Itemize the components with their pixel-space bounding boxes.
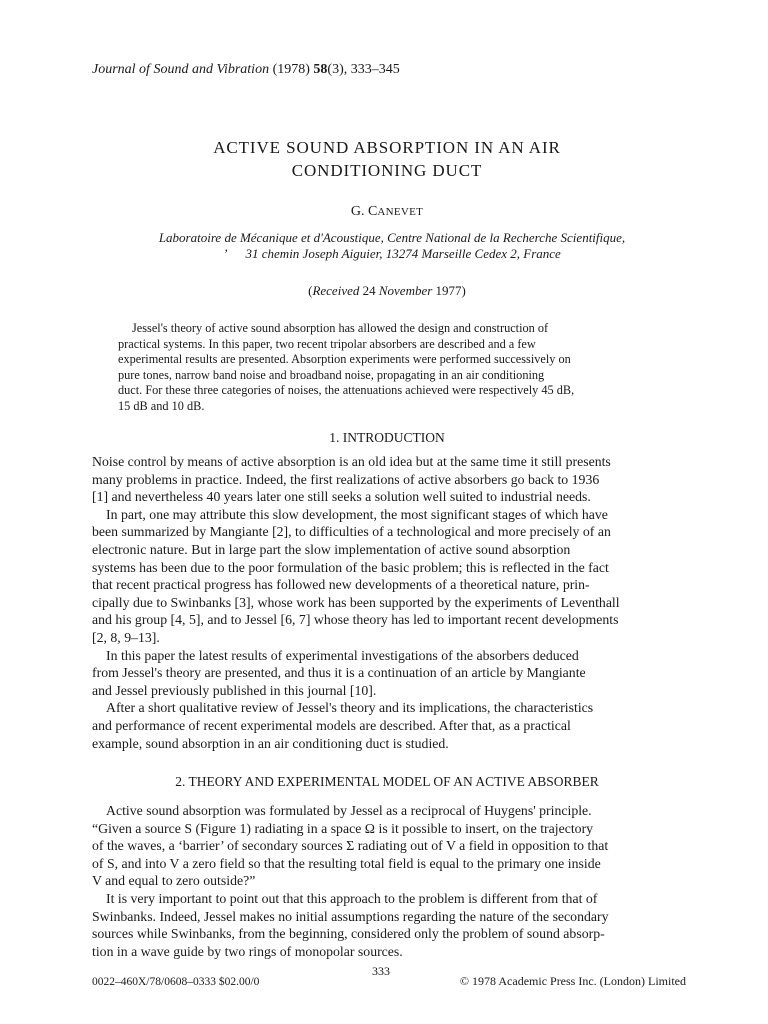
author-initial: G. C [350, 204, 378, 219]
section-1-body [92, 453, 686, 752]
body-line: been summarized by Mangiante [2], to difficulties of a technological and more precisely of an [92, 524, 611, 540]
body-line: “Given a source S (Figure 1) radiating in a space Ω is it possible to insert, on the trajectory [92, 820, 594, 836]
body-line: In part, one may attribute this slow development, the most significant stages of which have [106, 506, 608, 522]
body-line: and performance of recent experimental models are described. After that, as a practical [92, 717, 571, 733]
received-month: November [378, 283, 433, 298]
journal-name: Journal of Sound and Vibration [92, 62, 270, 77]
journal-citation [92, 62, 400, 78]
body-line: cipally due to Swinbanks [3], whose work has been supported by the experiments of Leventhall [92, 594, 620, 610]
abstract-line: Jessel's theory of active sound absorption has allowed the design and construction of [132, 321, 549, 335]
title-line-2: CONDITIONING DUCT [291, 161, 483, 180]
body-line: and Jessel previously published in this journal [10]. [92, 682, 377, 698]
received-date [92, 283, 682, 299]
body-line: from Jessel's theory are presented, and thus it is a continuation of an article by Mangiante [92, 665, 586, 681]
author-name [92, 204, 682, 220]
body-line: and his group [4, 5], and to Jessel [6, 7] whose theory has led to important recent developments [92, 612, 619, 628]
affiliation-line-1: Laboratoire de Mécanique et d'Acoustique, Centre National de la Recherche Scientifique, [158, 230, 626, 245]
body-line: Swinbanks. Indeed, Jessel makes no initial assumptions regarding the nature of the secondary [92, 908, 609, 924]
abstract-line: pure tones, narrow band noise and broadband noise, propagating in an air conditioning [118, 367, 545, 382]
page-number: 333 [372, 964, 390, 978]
article-code: 0022–460X/78/0608–0333 $02.00/0 [92, 976, 260, 988]
received-open: ( [308, 283, 313, 298]
body-line: tion in a wave guide by two rings of monopolar sources. [92, 943, 403, 959]
body-line: V and equal to zero outside?” [92, 873, 256, 889]
journal-issue-pages: (3), 333–345 [327, 62, 400, 77]
body-line: It is very important to point out that this approach to the problem is different from that of [106, 890, 598, 906]
title-line-1: ACTIVE SOUND ABSORPTION IN AN AIR [213, 138, 561, 157]
body-line: After a short qualitative review of Jessel's theory and its implications, the characteristics [106, 700, 594, 716]
abstract [118, 321, 662, 415]
journal-year: (1978) [272, 62, 310, 77]
paper-title [92, 136, 682, 182]
section-2-heading: 2. THEORY AND EXPERIMENTAL MODEL OF AN ACTIVE ABSORBER [175, 774, 599, 789]
section-1-heading: 1. INTRODUCTION [329, 430, 445, 445]
body-line: example, sound absorption in an air conditioning duct is studied. [92, 735, 449, 751]
affiliation [92, 230, 692, 262]
body-line: that recent practical progress has followed new developments of a theoretical nature, prin- [92, 577, 590, 593]
received-year: 1977) [432, 283, 466, 298]
abstract-line: duct. For these three categories of noises, the attenuations achieved were respectively 45 dB, [118, 383, 575, 398]
body-line: [2, 8, 9–13]. [92, 629, 160, 645]
section-2-body [92, 802, 686, 960]
journal-volume: 58 [313, 62, 328, 77]
abstract-line: practical systems. In this paper, two recent tripolar absorbers are described and a few [118, 336, 536, 351]
body-line: In this paper the latest results of experimental investigations of the absorbers deduced [106, 647, 579, 663]
affiliation-mark: ’ [223, 246, 228, 261]
abstract-line: 15 dB and 10 dB. [118, 398, 205, 413]
body-line: of the waves, a ‘barrier’ of secondary sources Σ radiating out of V a field in opposition to that [92, 838, 609, 854]
body-line: many problems in practice. Indeed, the first realizations of active absorbers go back to 1936 [92, 471, 600, 487]
body-line: Noise control by means of active absorption is an old idea but at the same time it still presents [92, 454, 611, 469]
body-line: [1] and nevertheless 40 years later one still seeks a solution well suited to industrial needs. [92, 489, 591, 505]
body-line: electronic nature. But in large part the slow implementation of active sound absorption [92, 541, 571, 557]
body-line: Active sound absorption was formulated by Jessel as a reciprocal of Huygens' principle. [106, 803, 592, 818]
copyright-notice: © 1978 Academic Press Inc. (London) Limited [459, 974, 686, 988]
body-line: of S, and into V a zero field so that the resulting total field is equal to the primary one inside [92, 855, 601, 871]
affiliation-address: 31 chemin Joseph Aiguier, 13274 Marseille Cedex 2, France [245, 246, 561, 261]
author-surname-rest: ANEVET [377, 206, 424, 218]
abstract-line: experimental results are presented. Absorption experiments were performed successively on [118, 352, 571, 367]
affiliation-line-2 [92, 246, 692, 262]
body-line: systems has been due to the poor formulation of the basic problem; this is reflected in the fact [92, 559, 609, 575]
received-day: 24 [359, 283, 379, 298]
received-word: Received [312, 283, 360, 298]
body-line: sources while Swinbanks, from the beginning, considered only the problem of sound absorp- [92, 926, 605, 942]
